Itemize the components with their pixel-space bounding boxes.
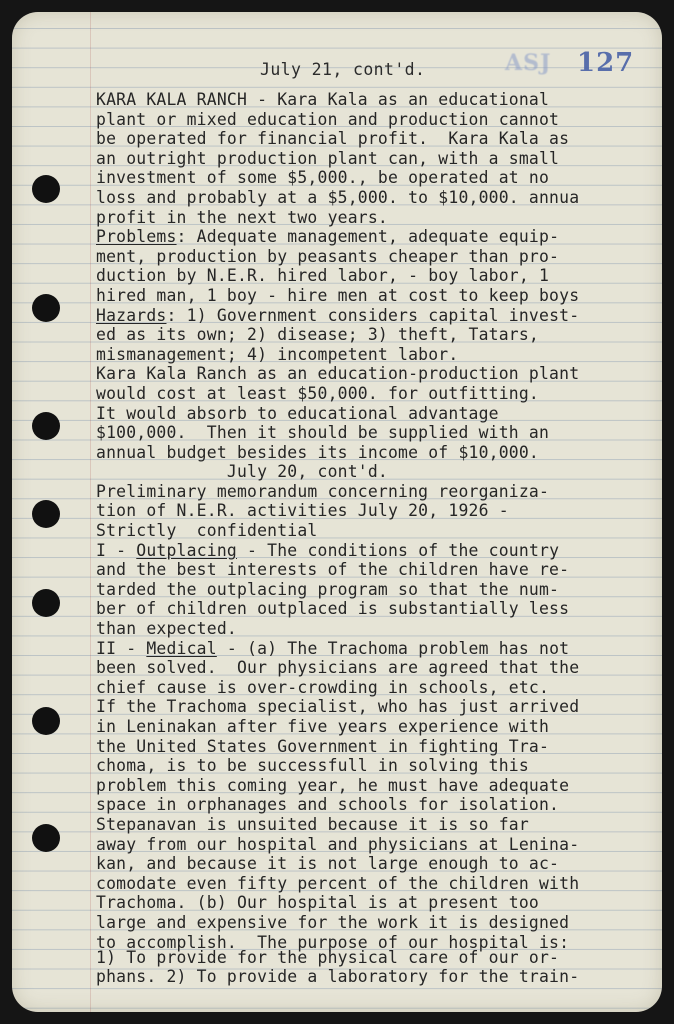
binder-hole bbox=[32, 294, 60, 322]
page-title: July 21, cont'd. bbox=[260, 60, 426, 79]
text-line: phans. 2) To provide a laboratory for the train- bbox=[96, 967, 580, 987]
notebook-page bbox=[12, 12, 662, 1012]
text-line: chief cause is over-crowding in schools, etc. bbox=[96, 677, 550, 697]
text-line: 1) To provide for the physical care of our or- bbox=[96, 947, 560, 967]
text-line: be operated for financial profit. Kara Kala as bbox=[96, 129, 570, 149]
text-line bbox=[96, 541, 662, 561]
text-line: large and expensive for the work it is designed bbox=[96, 912, 570, 932]
text-line bbox=[96, 639, 662, 659]
text-line: an outright production plant can, with a small bbox=[96, 148, 560, 168]
text-line: been solved. Our physicians are agreed that the bbox=[96, 658, 580, 678]
text-line: mismanagement; 4) incompetent labor. bbox=[96, 344, 459, 364]
text-line: and the best interests of the children have re- bbox=[96, 560, 570, 580]
text-line: the United States Government in fighting Tra- bbox=[96, 736, 550, 756]
text-line: tion of N.E.R. activities July 20, 1926 - bbox=[96, 501, 509, 521]
line-rest: : Adequate management, adequate equip- bbox=[176, 227, 560, 247]
binder-hole bbox=[32, 500, 60, 528]
underlined-heading: Medical bbox=[146, 638, 217, 658]
page-header bbox=[12, 50, 662, 80]
underlined-heading: Outplacing bbox=[136, 540, 237, 560]
text-line: hired man, 1 boy - hire men at cost to keep boys bbox=[96, 285, 580, 305]
text-line: ment, production by peasants cheaper than pro- bbox=[96, 246, 560, 266]
text-line: Strictly confidential bbox=[96, 521, 318, 541]
text-line bbox=[96, 227, 662, 247]
text-line: choma, is to be successfull in solving this bbox=[96, 756, 529, 776]
text-line: Trachoma. (b) Our hospital is at present too bbox=[96, 893, 539, 913]
text-line: tarded the outplacing program so that the num- bbox=[96, 579, 560, 599]
binder-hole bbox=[32, 589, 60, 617]
text-line: to accomplish. The purpose of our hospital is: bbox=[96, 932, 570, 952]
binder-hole bbox=[32, 412, 60, 440]
text-line: It would absorb to educational advantage bbox=[96, 403, 499, 423]
underlined-heading: Problems bbox=[96, 227, 177, 247]
stamp-mark: ASJ bbox=[505, 50, 552, 76]
line-rest: - (a) The Trachoma problem has not bbox=[216, 638, 570, 658]
binder-hole bbox=[32, 175, 60, 203]
text-line: Kara Kala Ranch as an education-production plant bbox=[96, 364, 580, 384]
text-line: away from our hospital and physicians at Lenina- bbox=[96, 834, 580, 854]
line-prefix: II - bbox=[96, 638, 147, 658]
text-line: KARA KALA RANCH - Kara Kala as an educational bbox=[96, 90, 550, 109]
text-line: $100,000. Then it should be supplied with an bbox=[96, 423, 550, 443]
typed-text-body bbox=[96, 90, 662, 987]
binder-hole bbox=[32, 824, 60, 852]
text-line: would cost at least $50,000. for outfitting. bbox=[96, 383, 539, 403]
text-line: ber of children outplaced is substantially less bbox=[96, 599, 570, 619]
text-line: investment of some $5,000., be operated at no bbox=[96, 168, 550, 188]
text-line bbox=[96, 306, 662, 326]
text-line: Preliminary memorandum concerning reorganiza- bbox=[96, 481, 550, 501]
text-line: duction by N.E.R. hired labor, - boy labor, 1 bbox=[96, 266, 550, 286]
text-line: in Leninakan after five years experience with bbox=[96, 717, 550, 736]
line-prefix: I - bbox=[96, 540, 137, 560]
text-line: ed as its own; 2) disease; 3) theft, Tatars, bbox=[96, 325, 539, 345]
text-line: annual budget besides its income of $10,000. bbox=[96, 442, 539, 462]
text-line: profit in the next two years. bbox=[96, 207, 388, 227]
text-line: problem this coming year, he must have adequate bbox=[96, 775, 570, 795]
text-line: Stepanavan is unsuited because it is so far bbox=[96, 814, 529, 834]
underlined-heading: Hazards bbox=[96, 305, 167, 325]
text-line: than expected. bbox=[96, 619, 237, 639]
line-rest: - The conditions of the country bbox=[236, 540, 560, 560]
text-line: July 20, cont'd. bbox=[96, 462, 388, 482]
text-line: plant or mixed education and production cannot bbox=[96, 109, 560, 129]
line-rest: : 1) Government considers capital invest- bbox=[166, 305, 580, 325]
text-line: space in orphanages and schools for isolation. bbox=[96, 795, 560, 815]
text-line: comodate even fifty percent of the children with bbox=[96, 873, 580, 893]
page-number: 127 bbox=[577, 48, 635, 78]
text-line: kan, and because it is not large enough to ac- bbox=[96, 854, 560, 874]
text-line: loss and probably at a $5,000. to $10,000. annua bbox=[96, 187, 580, 207]
binder-hole bbox=[32, 707, 60, 735]
text-line: If the Trachoma specialist, who has just arrived bbox=[96, 697, 580, 717]
